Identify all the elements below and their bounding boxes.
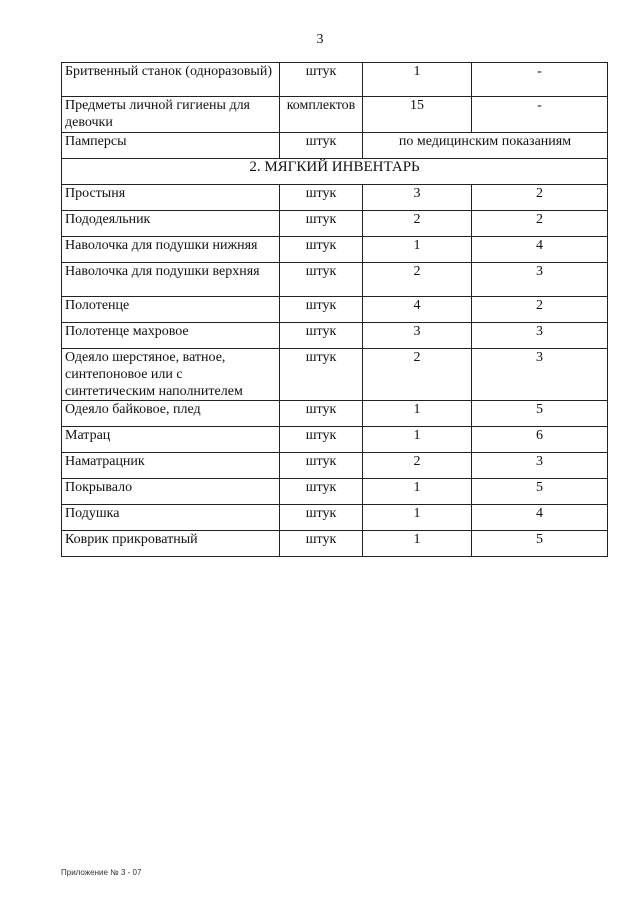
table-row <box>62 97 608 133</box>
item-unit: штук <box>280 211 363 237</box>
item-term: 3 <box>472 349 608 401</box>
item-term: 5 <box>472 401 608 427</box>
inventory-table <box>61 62 608 557</box>
table-row <box>62 349 608 401</box>
item-name: Памперсы <box>62 133 280 159</box>
item-term: 4 <box>472 505 608 531</box>
item-name: Предметы личной гигиены для девочки <box>62 97 280 133</box>
item-quantity: 1 <box>363 479 472 505</box>
item-term: 5 <box>472 479 608 505</box>
item-quantity: 1 <box>363 63 472 97</box>
item-quantity: 1 <box>363 401 472 427</box>
item-quantity: 2 <box>363 211 472 237</box>
item-name: Полотенце махровое <box>62 323 280 349</box>
item-name: Простыня <box>62 185 280 211</box>
section-title: 2. МЯГКИЙ ИНВЕНТАРЬ <box>62 159 608 185</box>
item-note: по медицинским показаниям <box>363 133 608 159</box>
table-row <box>62 453 608 479</box>
item-term: 2 <box>472 297 608 323</box>
item-unit: штук <box>280 185 363 211</box>
item-unit: штук <box>280 323 363 349</box>
table-row <box>62 297 608 323</box>
section-header-row <box>62 159 608 185</box>
item-term: 4 <box>472 237 608 263</box>
item-unit: штук <box>280 63 363 97</box>
item-name: Бритвенный станок (одноразовый) <box>62 63 280 97</box>
table-row <box>62 63 608 97</box>
table-row <box>62 185 608 211</box>
item-unit: штук <box>280 531 363 557</box>
table-row <box>62 531 608 557</box>
item-quantity: 2 <box>363 263 472 297</box>
item-unit: штук <box>280 401 363 427</box>
item-quantity: 1 <box>363 237 472 263</box>
item-name: Пододеяльник <box>62 211 280 237</box>
table-row <box>62 427 608 453</box>
item-quantity: 15 <box>363 97 472 133</box>
item-quantity: 1 <box>363 531 472 557</box>
item-name: Наматрацник <box>62 453 280 479</box>
item-name: Наволочка для подушки верхняя <box>62 263 280 297</box>
item-unit: комплектов <box>280 97 363 133</box>
table-row <box>62 133 608 159</box>
item-unit: штук <box>280 263 363 297</box>
item-term: - <box>472 63 608 97</box>
table-row <box>62 237 608 263</box>
table-row <box>62 263 608 297</box>
item-name: Наволочка для подушки нижняя <box>62 237 280 263</box>
footer-label: Приложение № 3 - 07 <box>61 868 142 877</box>
item-name: Коврик прикроватный <box>62 531 280 557</box>
item-quantity: 1 <box>363 427 472 453</box>
item-term: 3 <box>472 263 608 297</box>
page-number: 3 <box>316 32 324 47</box>
item-unit: штук <box>280 479 363 505</box>
item-unit: штук <box>280 427 363 453</box>
item-quantity: 1 <box>363 505 472 531</box>
item-term: 2 <box>472 185 608 211</box>
item-name: Матрац <box>62 427 280 453</box>
table-row <box>62 479 608 505</box>
item-unit: штук <box>280 349 363 401</box>
table-row <box>62 211 608 237</box>
item-unit: штук <box>280 453 363 479</box>
item-term: 6 <box>472 427 608 453</box>
item-name: Одеяло шерстяное, ватное, синтепоновое или с синтетическим наполнителем <box>62 349 280 401</box>
item-quantity: 2 <box>363 349 472 401</box>
item-term: 2 <box>472 211 608 237</box>
item-term: 3 <box>472 323 608 349</box>
item-quantity: 4 <box>363 297 472 323</box>
item-unit: штук <box>280 133 363 159</box>
item-term: 5 <box>472 531 608 557</box>
item-quantity: 2 <box>363 453 472 479</box>
item-name: Покрывало <box>62 479 280 505</box>
item-name: Одеяло байковое, плед <box>62 401 280 427</box>
item-name: Полотенце <box>62 297 280 323</box>
table-row <box>62 323 608 349</box>
item-term: - <box>472 97 608 133</box>
item-name: Подушка <box>62 505 280 531</box>
item-quantity: 3 <box>363 323 472 349</box>
item-term: 3 <box>472 453 608 479</box>
table-row <box>62 505 608 531</box>
table-row <box>62 401 608 427</box>
item-unit: штук <box>280 237 363 263</box>
item-quantity: 3 <box>363 185 472 211</box>
item-unit: штук <box>280 297 363 323</box>
item-unit: штук <box>280 505 363 531</box>
